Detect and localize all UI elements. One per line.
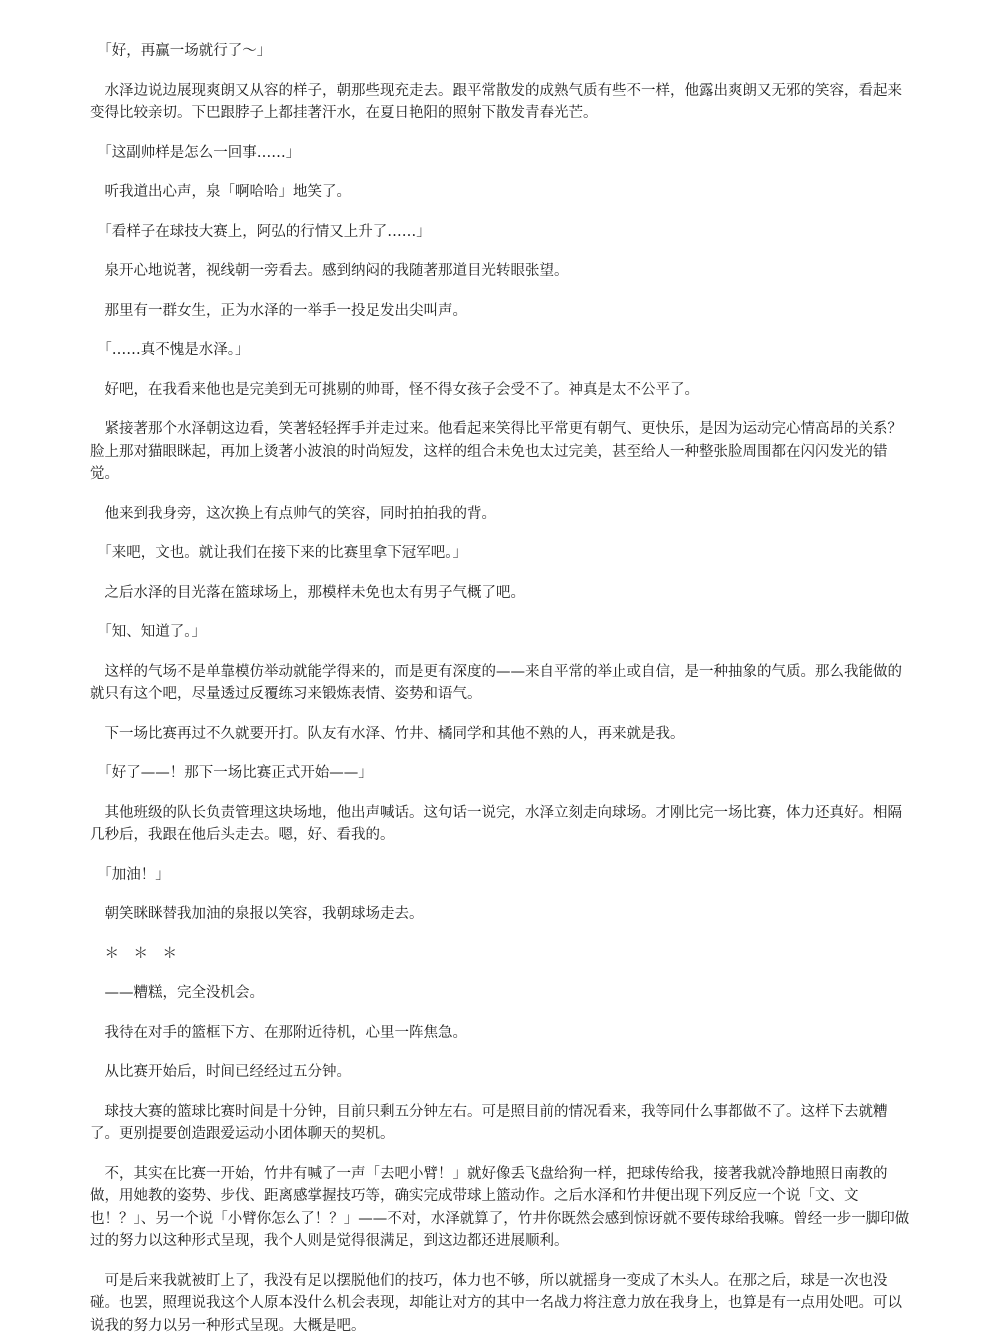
paragraph: 「来吧，文也。就让我们在接下来的比赛里拿下冠军吧。」 — [90, 542, 910, 565]
paragraph: 我待在对手的篮框下方、在那附近待机，心里一阵焦急。 — [90, 1022, 910, 1045]
paragraph: 听我道出心声，泉「啊哈哈」地笑了。 — [90, 181, 910, 204]
paragraph: 「好，再赢一场就行了～」 — [90, 40, 910, 63]
paragraph: 水泽边说边展现爽朗又从容的样子，朝那些现充走去。跟平常散发的成熟气质有些不一样，他露出爽朗又无邪的笑容，看起来变得比较亲切。下巴跟脖子上都挂著汗水，在夏日艳阳的照射下散发青春光芒。 — [90, 80, 910, 125]
paragraph: 之后水泽的目光落在篮球场上，那模样未免也太有男子气概了吧。 — [90, 582, 910, 605]
paragraph: 「好了——！那下一场比赛正式开始——」 — [90, 762, 910, 785]
paragraph: 其他班级的队长负责管理这块场地，他出声喊话。这句话一说完，水泽立刻走向球场。才刚比完一场比赛，体力还真好。相隔几秒后，我跟在他后头走去。嗯，好、看我的。 — [90, 802, 910, 847]
paragraph: 泉开心地说著，视线朝一旁看去。感到纳闷的我随著那道目光转眼张望。 — [90, 260, 910, 283]
paragraph: 「看样子在球技大赛上，阿弘的行情又上升了……」 — [90, 221, 910, 244]
paragraph: 「知、知道了。」 — [90, 621, 910, 644]
paragraph: 下一场比赛再过不久就要开打。队友有水泽、竹井、橘同学和其他不熟的人，再来就是我。 — [90, 723, 910, 746]
paragraph: 可是后来我就被盯上了，我没有足以摆脱他们的技巧，体力也不够，所以就摇身一变成了木头人。在那之后，球是一次也没碰。也罢，照理说我这个人原本没什么机会表现，却能让对方的其中一名战力将注意力放在我身上，也算是有一点用处吧。可以说我的努力以另一种形式呈现。大概是吧。 — [90, 1270, 910, 1337]
paragraph: 「加油！」 — [90, 864, 910, 887]
paragraph: 紧接著那个水泽朝这边看，笑著轻轻挥手并走过来。他看起来笑得比平常更有朝气、更快乐，是因为运动完心情高昂的关系？脸上那对猫眼眯起，再加上烫著小波浪的时尚短发，这样的组合未免也太过完美，甚至给人一种整张脸周围都在闪闪发光的错觉。 — [90, 418, 910, 486]
paragraph: 那里有一群女生，正为水泽的一举手一投足发出尖叫声。 — [90, 300, 910, 323]
paragraph: 好吧，在我看来他也是完美到无可挑剔的帅哥，怪不得女孩子会受不了。神真是太不公平了。 — [90, 379, 910, 402]
scene-separator: ＊ ＊ ＊ — [90, 943, 910, 966]
paragraph: 不，其实在比赛一开始，竹井有喊了一声「去吧小臂！」就好像丢飞盘给狗一样，把球传给我，接著我就冷静地照日南教的做，用她教的姿势、步伐、距离感掌握技巧等，确实完成带球上篮动作。之后水泽和竹井便出现下列反应一个说「文、文也！？」、另一个说「小臂你怎么了！？」——不对，水泽就算了，竹井你既然会感到惊讶就不要传球给我嘛。曾经一步一脚印做过的努力以这种形式呈现，我个人则是觉得很满足，到这边都还进展顺利。 — [90, 1163, 910, 1253]
paragraph: 「……真不愧是水泽。」 — [90, 339, 910, 362]
paragraph: 从比赛开始后，时间已经经过五分钟。 — [90, 1061, 910, 1084]
paragraph: ——糟糕，完全没机会。 — [90, 982, 910, 1005]
paragraph: 「这副帅样是怎么一回事……」 — [90, 142, 910, 165]
paragraph: 这样的气场不是单靠模仿举动就能学得来的，而是更有深度的——来自平常的举止或自信，是一种抽象的气质。那么我能做的就只有这个吧，尽量透过反覆练习来锻炼表情、姿势和语气。 — [90, 661, 910, 706]
paragraph: 朝笑眯眯替我加油的泉报以笑容，我朝球场走去。 — [90, 903, 910, 926]
paragraph: 他来到我身旁，这次换上有点帅气的笑容，同时拍拍我的背。 — [90, 503, 910, 526]
paragraph: 球技大赛的篮球比赛时间是十分钟，目前只剩五分钟左右。可是照目前的情况看来，我等同什么事都做不了。这样下去就糟了。更别提要创造跟爱运动小团体聊天的契机。 — [90, 1101, 910, 1146]
